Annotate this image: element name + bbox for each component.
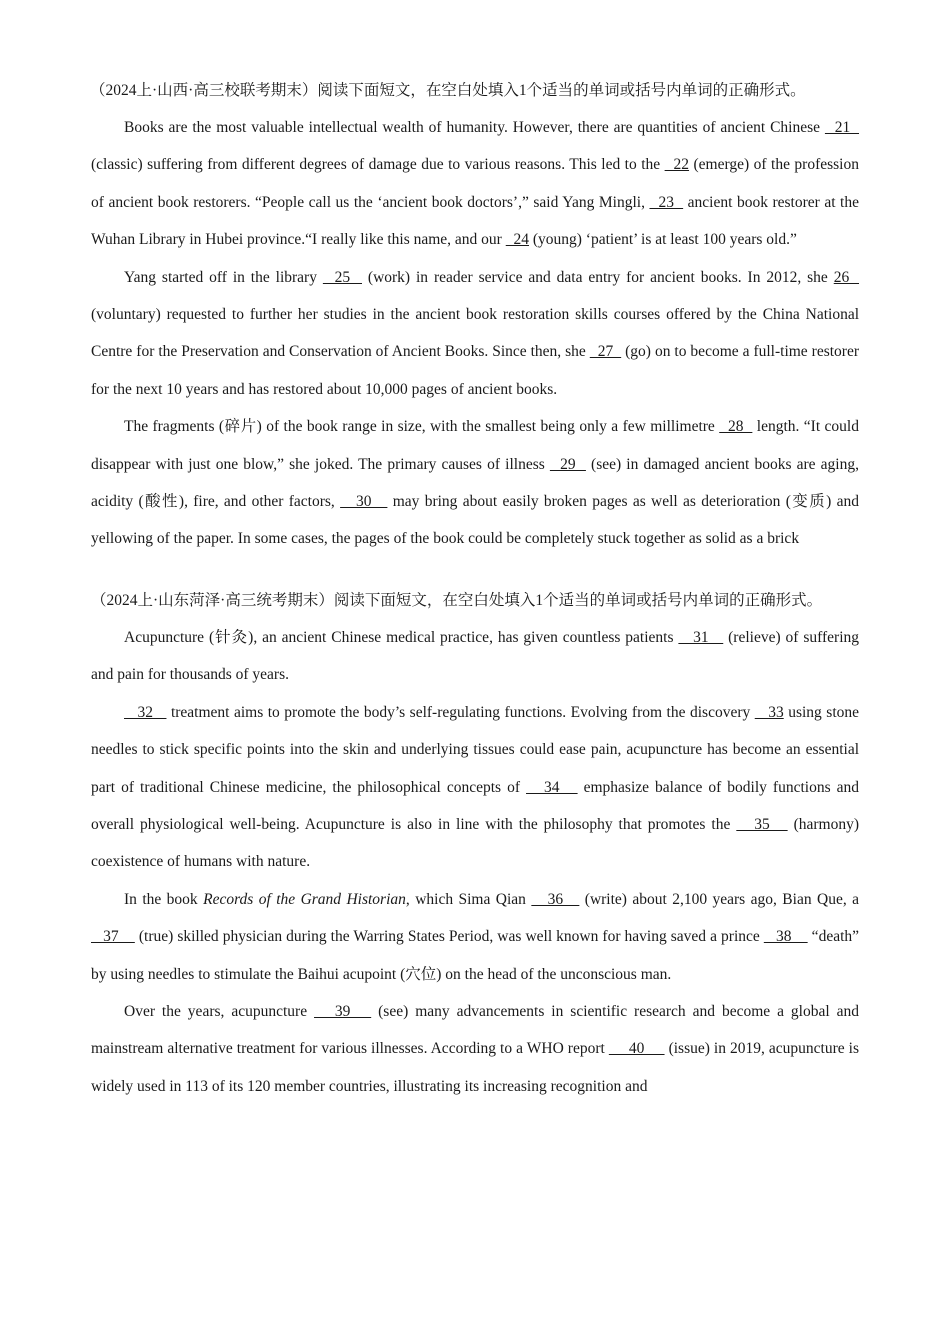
blank-29[interactable]: 29 [549,455,586,473]
section-2-instructions: （2024上·山东菏泽·高三统考期末）阅读下面短文，在空白处填入1个适当的单词或括号内单词的正确形式。 [91,591,823,609]
blank-36[interactable]: 36 [531,890,580,908]
section-2-paragraph-3: In the book Records of the Grand Historian, which Sima Qian 36 (write) about 2,100 years ago, Bian Que, a 37 (true) skilled physician during the Warring States Period, was well known for having saved a prince 38 “death” by using needles to stimulate the Baihui acupoint (穴位) on the head of the unconscious man. [91,890,860,983]
blank-28[interactable]: 28 [719,418,753,436]
section-2-paragraph-4: Over the years, acupuncture 39 (see) many advancements in scientific research and become a global and mainstream alternative treatment for various illnesses. According to a WHO report 40 (issue) in 2019, acupuncture is widely used in 113 of its 120 member countries, illustrating its increasing recognition and [91,1002,859,1095]
blank-27[interactable]: 27 [589,343,622,361]
section-1-paragraph-1: Books are the most valuable intellectual wealth of humanity. However, there are quantities of ancient Chinese 21 (classic) suffering from different degrees of damage due to various reasons. This led to the 22 (emerge) of the profession of ancient book restorers. “People call us the ‘ancient book doctors’,” said Yang Mingli, 23 ancient book restorer at the Wuhan Library in Hubei province.“I really like this name, and our 24 (young) ‘patient’ is at least 100 years old.” [91,119,860,249]
blank-26[interactable]: 26 [833,268,860,286]
section-2-paragraph-1: Acupuncture (针灸), an ancient Chinese medical practice, has given countless patients 31 (relieve) of suffering and pain for thousands of years. [91,628,859,684]
section-1-instructions: （2024上·山西·高三校联考期末）阅读下面短文，在空白处填入1个适当的单词或括号内单词的正确形式。 [90,82,806,99]
blank-31[interactable]: 31 [678,628,724,646]
blank-34[interactable]: 34 [526,778,578,796]
blank-33[interactable]: 33 [754,703,784,721]
worksheet-page [91,72,859,1105]
blank-21[interactable]: 21 [824,119,860,136]
book-title: Records of the Grand Historian [203,890,406,908]
blank-22[interactable]: 22 [664,156,690,174]
blank-25[interactable]: 25 [322,268,362,286]
blank-40[interactable]: 40 [608,1040,665,1058]
blank-39[interactable]: 39 [314,1002,372,1020]
blank-35[interactable]: 35 [736,815,788,833]
blank-23[interactable]: 23 [649,193,684,211]
blank-38[interactable]: 38 [763,928,808,946]
section-1-paragraph-3: The fragments (碎片) of the book range in size, with the smallest being only a few millimetre 28 length. “It could disappear with just one blow,” she joked. The primary causes of illness 29 (see) in damaged ancient books are aging, acidity (酸性), fire, and other factors, 30 may bring about easily broken pages as well as deterioration (变质) and yellowing of the paper. In some cases, the pages of the book could be completely stuck together as solid as a brick [91,418,859,548]
blank-37[interactable]: 37 [91,928,135,946]
blank-32[interactable]: 32 [124,703,167,721]
section-2-paragraph-2: 32 treatment aims to promote the body’s self-regulating functions. Evolving from the discovery 33 using stone needles to stick specific points into the skin and underlying tissues could ease pain, acupuncture has become an essential part of traditional Chinese medicine, the philosophical concepts of 34 emphasize balance of bodily functions and overall physiological well-being. Acupuncture is also in line with the philosophy that promotes the 35 (harmony) coexistence of humans with nature. [91,703,860,871]
section-divider [91,558,859,582]
section-1-paragraph-2: Yang started off in the library 25 (work) in reader service and data entry for ancient books. In 2012, she 26 (voluntary) requested to further her studies in the ancient book restoration skills courses offered by the China National Centre for the Preservation and Conservation of Ancient Books. Since then, she 27 (go) on to become a full-time restorer for the next 10 years and has restored about 10,000 pages of ancient books. [91,268,860,398]
blank-30[interactable]: 30 [340,493,388,511]
blank-24[interactable]: 24 [505,231,529,249]
